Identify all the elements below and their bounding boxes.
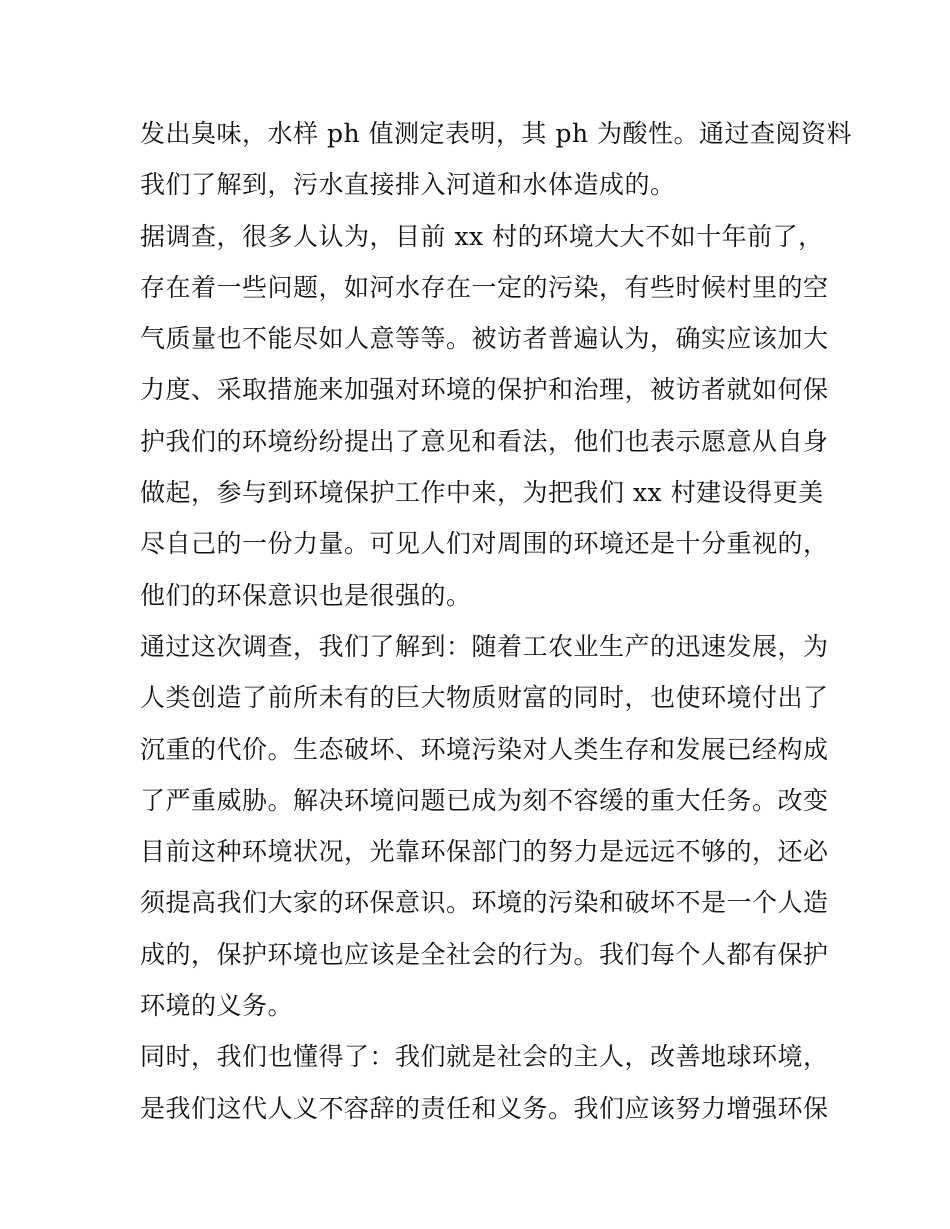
- text-line: 须提高我们大家的环保意识。环境的污染和破坏不是一个人造: [140, 888, 829, 918]
- text-line: 是我们这代人义不容辞的责任和义务。我们应该努力增强环保: [140, 1093, 829, 1123]
- text-line: 存在着一些问题，如河水存在一定的污染，有些时候村里的空: [140, 272, 829, 302]
- text-line: 他们的环保意识也是很强的。: [140, 580, 472, 610]
- text-line: 环境的义务。: [140, 991, 294, 1021]
- text-line: 了严重威胁。解决环境问题已成为刻不容缓的重大任务。改变: [140, 785, 829, 815]
- text-line: 尽自己的一份力量。可见人们对周围的环境还是十分重视的，: [140, 529, 829, 559]
- text-line: 做起，参与到环境保护工作中来，为把我们 xx 村建设得更美: [140, 478, 824, 508]
- text-line: 人类创造了前所未有的巨大物质财富的同时，也使环境付出了: [140, 683, 829, 713]
- text-line: 护我们的环境纷纷提出了意见和看法，他们也表示愿意从自身: [140, 426, 829, 456]
- text-line: 目前这种环境状况，光靠环保部门的努力是远远不够的，还必: [140, 837, 829, 867]
- text-line: 同时，我们也懂得了：我们就是社会的主人，改善地球环境，: [140, 1042, 829, 1072]
- text-line: 我们了解到，污水直接排入河道和水体造成的。: [140, 170, 676, 200]
- text-line: 沉重的代价。生态破坏、环境污染对人类生存和发展已经构成: [140, 734, 829, 764]
- text-line: 气质量也不能尽如人意等等。被访者普遍认为，确实应该加大: [140, 324, 829, 354]
- text-line: 力度、采取措施来加强对环境的保护和治理，被访者就如何保: [140, 375, 829, 405]
- text-line: 成的，保护环境也应该是全社会的行为。我们每个人都有保护: [140, 939, 829, 969]
- text-line: 据调查，很多人认为，目前 xx 村的环境大大不如十年前了，: [140, 221, 824, 251]
- text-line: 通过这次调查，我们了解到：随着工农业生产的迅速发展，为: [140, 631, 829, 661]
- text-line: 发出臭味，水样 ph 值测定表明，其 ph 为酸性。通过查阅资料: [140, 119, 852, 148]
- body-text: [140, 108, 852, 1134]
